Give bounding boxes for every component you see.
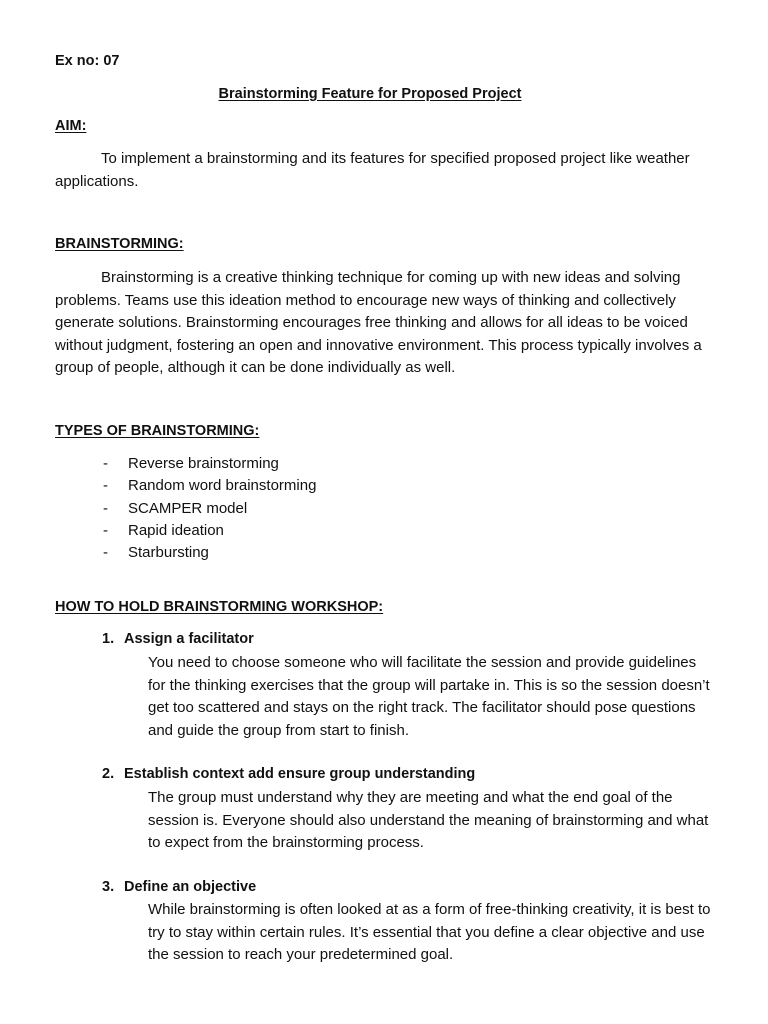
bullet-dash: - [103,499,108,517]
step-number: 2. [102,766,115,782]
list-item-label: Rapid ideation [128,521,224,539]
aim-heading: AIM: [55,118,87,134]
list-item-label: Reverse brainstorming [128,455,279,472]
brainstorming-heading: BRAINSTORMING: [55,236,184,252]
types-heading: TYPES OF BRAINSTORMING: [55,423,260,439]
exercise-number: Ex no: 07 [55,53,120,69]
step-title-text: Assign a facilitator [124,631,254,647]
step-body: The group must understand why they are meeting and what the end goal of the session is. Everyone should also understand the meaning of brainstorming and what to expect from the brainstorming process. [148,789,709,851]
step-body: You need to choose someone who will facilitate the session and provide guidelines for the thinking exercises that the group will partake in. This is so the session doesn’t get too scattered and stays on the right track. The facilitator should pose questions and guide the group from start to finish. [148,654,710,739]
step-title [102,631,254,647]
step-title-text: Establish context add ensure group understanding [124,766,476,782]
step-title [102,879,256,895]
step-title [102,766,475,782]
bullet-dash: - [103,544,108,562]
step-body: While brainstorming is often looked at as a form of free-thinking creativity, it is best to try to stay within certain rules. It’s essential that you define a clear objective and use the session to reach your predetermined goal. [148,901,711,963]
list-item-label: SCAMPER model [128,499,248,517]
bullet-dash: - [103,521,108,539]
list-item [103,453,316,475]
list-item [103,542,316,564]
list-item [103,475,316,497]
list-item-label: Random word brainstorming [128,477,317,495]
step-title-text: Define an objective [124,879,257,895]
step-number: 3. [102,879,115,895]
brainstorming-paragraph: Brainstorming is a creative thinking technique for coming up with new ideas and solving problems. Teams use this ideation method to encourage new ways of thinking and collectively generate solutions. Brainstorming encourages free thinking and allows for all ideas to be voiced without judgment, fostering an open and innovative environment. This process typically involves a group of people, although it can be done individually as well. [55,269,702,376]
bullet-dash: - [103,455,108,472]
step-number: 1. [102,631,115,647]
types-list [103,453,316,564]
list-item [103,498,316,520]
aim-paragraph: To implement a brainstorming and its features for specified proposed project like weather applications. [55,150,690,190]
workshop-heading: HOW TO HOLD BRAINSTORMING WORKSHOP: [55,599,384,615]
document-title: Brainstorming Feature for Proposed Project [218,86,522,102]
list-item [103,520,316,542]
list-item-label: Starbursting [128,544,209,562]
bullet-dash: - [103,477,108,495]
